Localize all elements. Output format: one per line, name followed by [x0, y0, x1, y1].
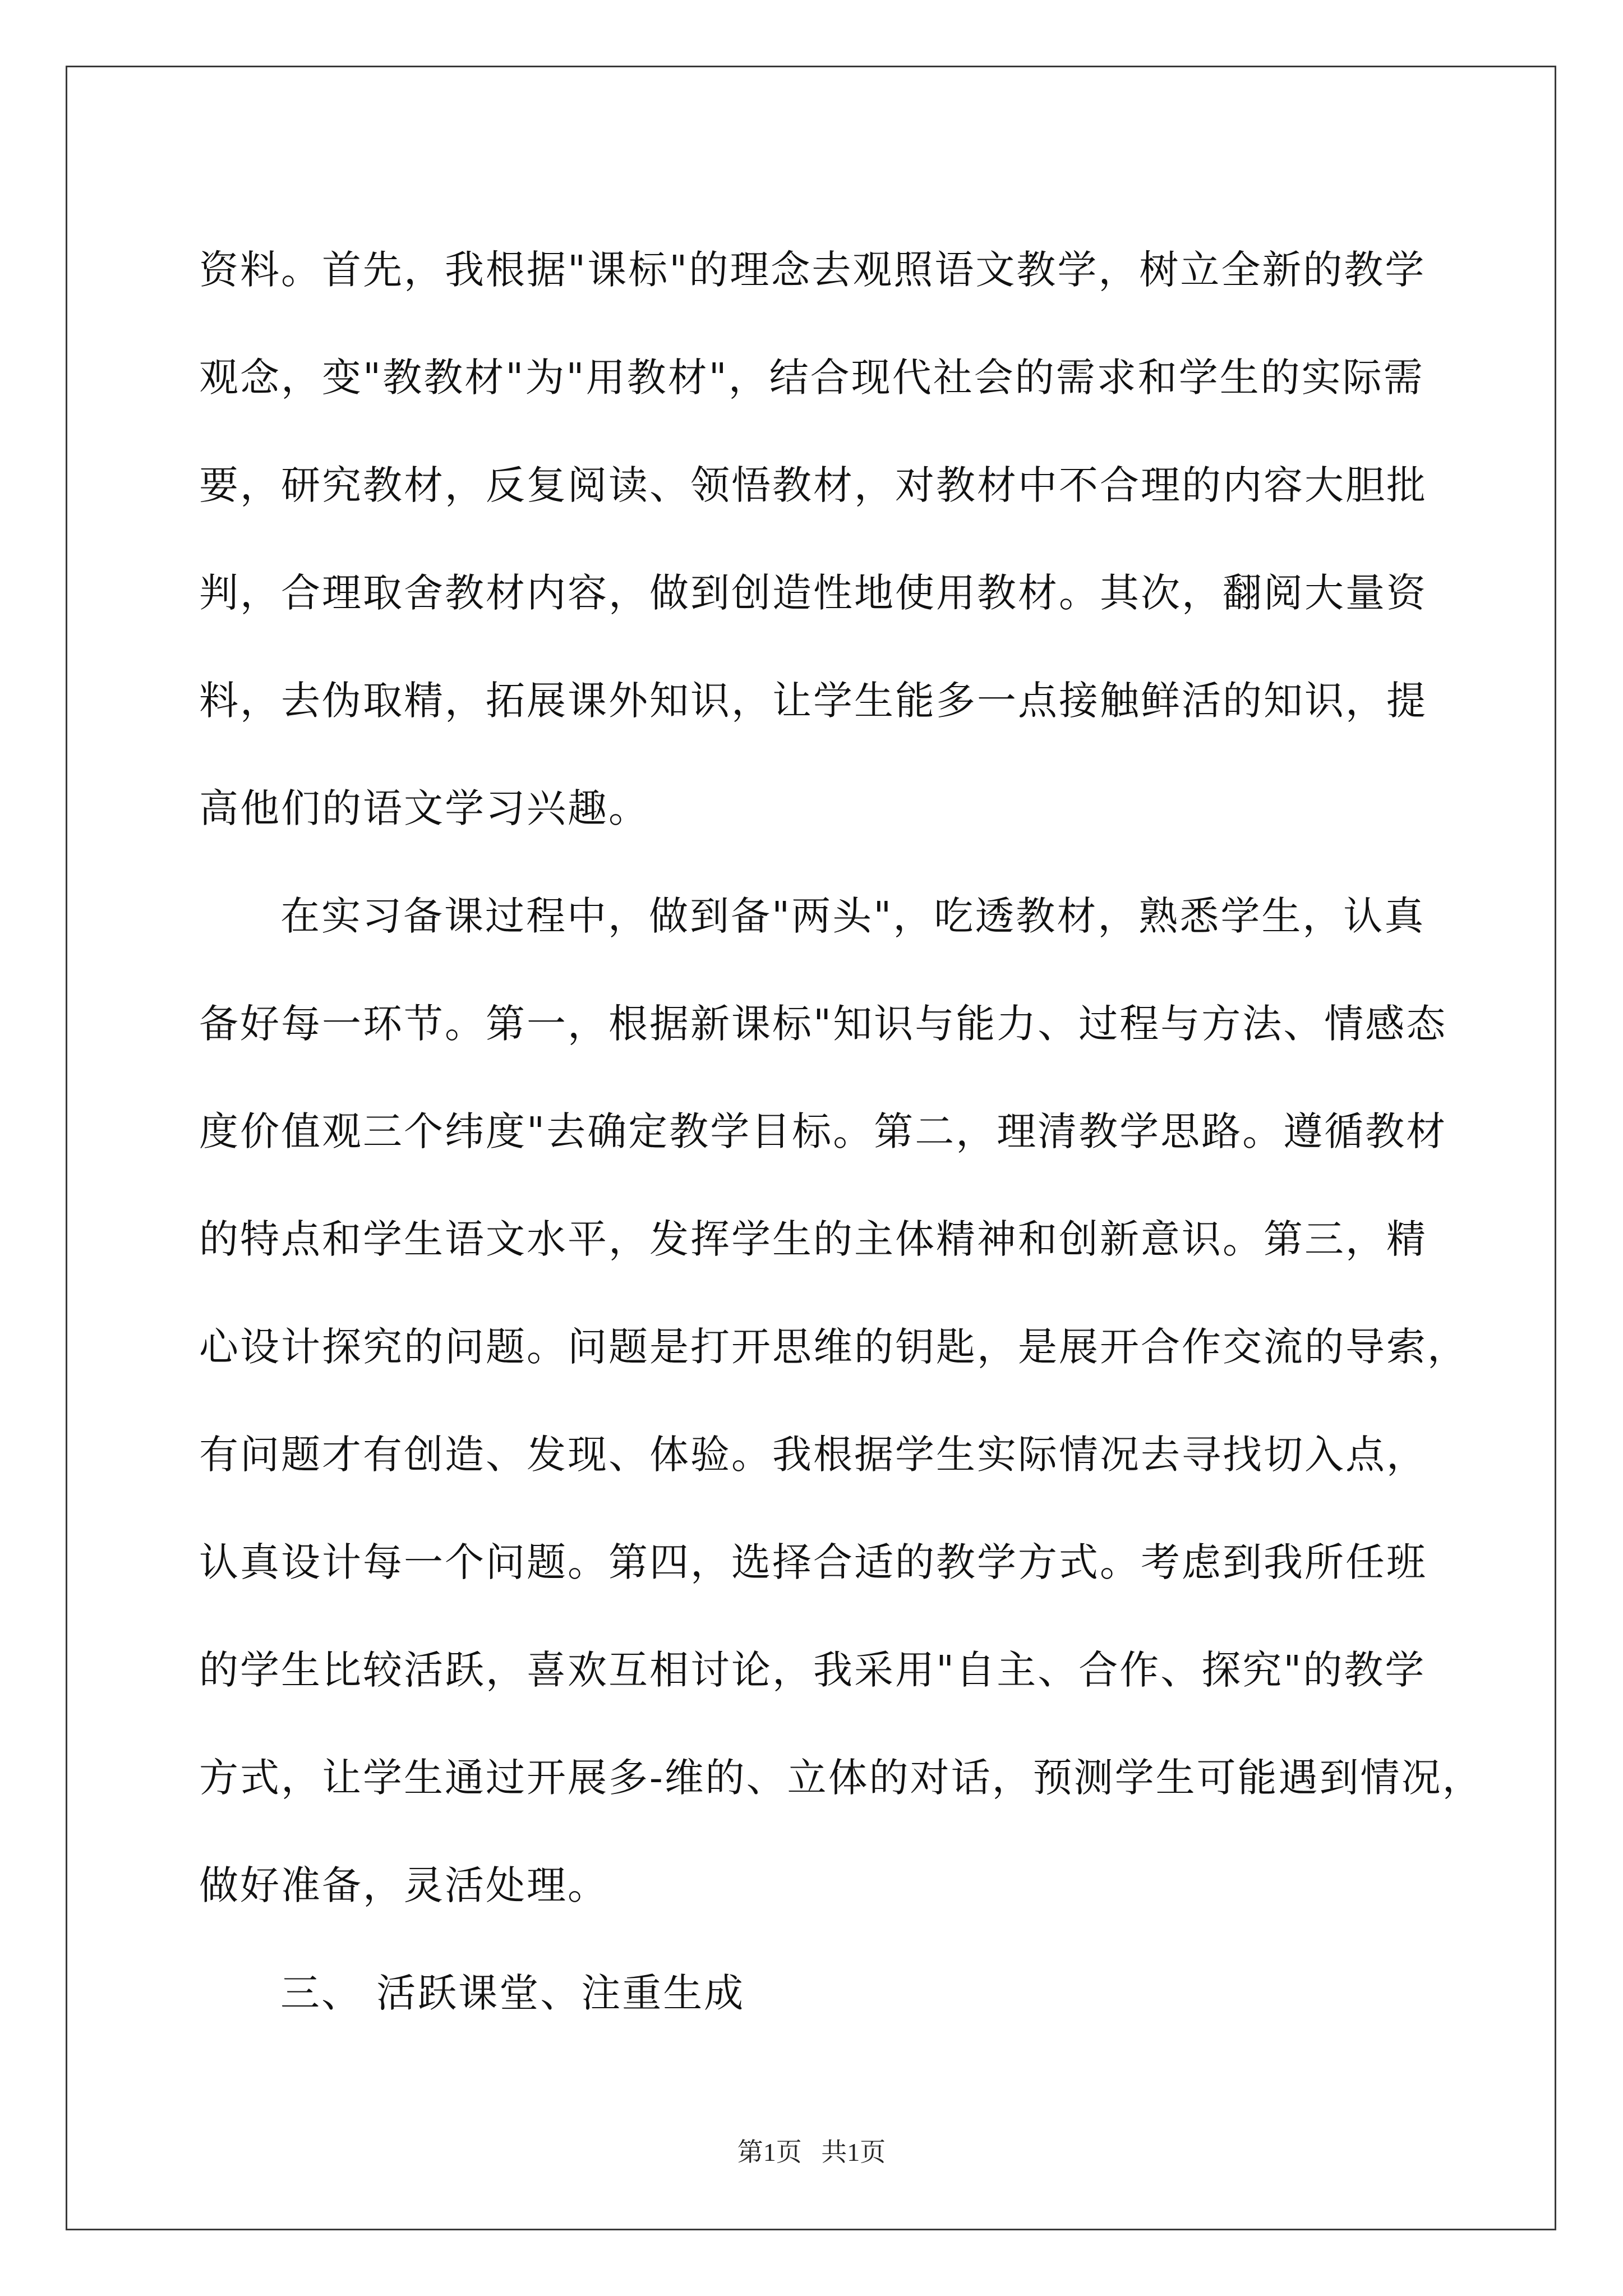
document-body: [199, 216, 1483, 2047]
paragraph-line: 的学生比较活跃，喜欢互相讨论，我采用"自主、合作、探究"的教学: [199, 1647, 1426, 1693]
paragraph-line: 观念，变"教教材"为"用教材"，结合现代社会的需求和学生的实际需: [199, 355, 1424, 401]
paragraph-line: 要，研究教材，反复阅读、领悟教材，对教材中不合理的内容大胆批: [199, 462, 1427, 508]
section-heading: 三、 活跃课堂、注重生成: [280, 1970, 745, 2016]
paragraph-line: 做好准备，灵活处理。: [199, 1862, 608, 1908]
paragraph-line: 料，去伪取精，拓展课外知识，让学生能多一点接触鲜活的知识，提: [199, 678, 1427, 724]
paragraph-line: 备好每一环节。第一，根据新课标"知识与能力、过程与方法、情感态: [199, 1001, 1447, 1047]
paragraph-line: 心设计探究的问题。问题是打开思维的钥匙，是展开合作交流的导索，: [199, 1324, 1468, 1370]
paragraph-line: 认真设计每一个问题。第四，选择合适的教学方式。考虑到我所任班: [199, 1539, 1427, 1585]
paragraph-line: 判，合理取舍教材内容，做到创造性地使用教材。其次，翻阅大量资: [199, 570, 1427, 616]
page-number-footer: 第1页 共1页: [737, 2138, 886, 2166]
paragraph-line: 在实习备课过程中，做到备"两头"，吃透教材，熟悉学生，认真: [280, 893, 1426, 939]
paragraph-line: 度价值观三个纬度"去确定教学目标。第二，理清教学思路。遵循教材: [199, 1108, 1447, 1154]
paragraph-line: 高他们的语文学习兴趣。: [199, 785, 649, 831]
paragraph-line: 资料。首先，我根据"课标"的理念去观照语文教学，树立全新的教学: [199, 247, 1426, 293]
paragraph-line: 方式，让学生通过开展多-维的、立体的对话，预测学生可能遇到情况，: [199, 1755, 1483, 1801]
paragraph-line: 有问题才有创造、发现、体验。我根据学生实际情况去寻找切入点，: [199, 1432, 1427, 1478]
paragraph-line: 的特点和学生语文水平，发挥学生的主体精神和创新意识。第三，精: [199, 1216, 1427, 1262]
